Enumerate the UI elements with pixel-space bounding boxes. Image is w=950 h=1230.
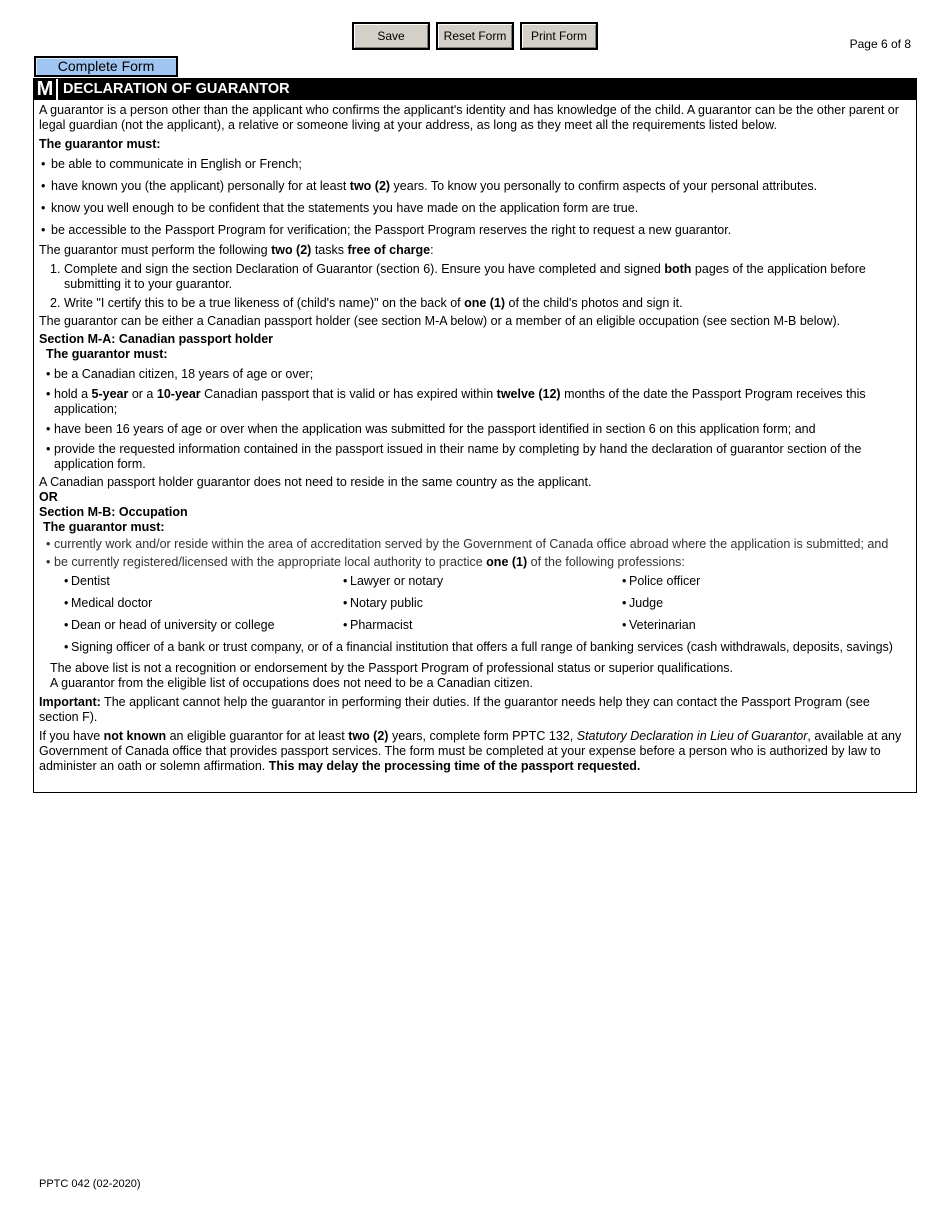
- section-ma-heading: Section M-A: Canadian passport holder: [39, 332, 274, 346]
- profession-item: • Notary public: [343, 596, 423, 610]
- profession-item: • Dean or head of university or college: [64, 618, 275, 632]
- tasks-paragraph: The guarantor must perform the following two (2) tasks free of charge:: [39, 243, 434, 257]
- reset-form-button[interactable]: Reset Form: [436, 22, 514, 50]
- profession-item: • Police officer: [622, 574, 701, 588]
- list-item: • currently work and/or reside within the area of accreditation served by the Government of Canada office abroad where the application is submitted; and: [46, 537, 889, 551]
- ma-note: A Canadian passport holder guarantor does not need to reside in the same country as the applicant.: [39, 475, 592, 489]
- ma-must-heading: The guarantor must:: [46, 347, 168, 361]
- complete-form-button[interactable]: Complete Form: [34, 56, 178, 77]
- profession-item: • Judge: [622, 596, 664, 610]
- list-item: • be accessible to the Passport Program for verification; the Passport Program reserves the right to request a new guarantor.: [41, 223, 732, 237]
- print-form-button[interactable]: Print Form: [520, 22, 598, 50]
- profession-item: • Lawyer or notary: [343, 574, 444, 588]
- form-toolbar: [352, 22, 598, 50]
- profession-item: • Signing officer of a bank or trust company, or of a financial institution that offers a full range of banking services (cash withdrawals, deposits, savings): [64, 640, 893, 654]
- section-letter: M: [34, 79, 58, 100]
- professions-list: [64, 574, 911, 633]
- page-number: Page 6 of 8: [849, 37, 911, 51]
- profession-item: • Veterinarian: [622, 618, 696, 632]
- important-paragraph: Important: The applicant cannot help the guarantor in performing their duties. If the guarantor needs help they can contact the Passport Program (see section F).: [39, 695, 870, 724]
- task-item: 2. Write "I certify this to be a true likeness of (child's name)" on the back of one (1) of the child's photos and sign it.: [50, 296, 683, 310]
- either-paragraph: The guarantor can be either a Canadian passport holder (see section M-A below) or a member of an eligible occupation (see section M-B below).: [39, 314, 841, 328]
- mb-note-2: A guarantor from the eligible list of occupations does not need to be a Canadian citizen.: [50, 676, 533, 690]
- form-code-footer: PPTC 042 (02-2020): [39, 1178, 141, 1190]
- mb-note-1: The above list is not a recognition or endorsement by the Passport Program of professional status or superior qualifications.: [50, 661, 733, 675]
- save-button[interactable]: Save: [352, 22, 430, 50]
- mb-must-heading: The guarantor must:: [43, 520, 165, 534]
- section-content: [34, 100, 916, 774]
- section-header: [34, 79, 916, 100]
- task-item: 1. Complete and sign the section Declaration of Guarantor (section 6). Ensure you have completed and signed both pages of the application before submitting it to your guarantor.: [50, 262, 866, 291]
- section-mb-heading: Section M-B: Occupation: [39, 505, 188, 519]
- list-item: • be able to communicate in English or French;: [41, 157, 302, 171]
- section-title: DECLARATION OF GUARANTOR: [63, 81, 290, 97]
- list-item: • hold a 5-year or a 10-year Canadian passport that is valid or has expired within twelve (12) months of the date the Passport Program receives this application;: [46, 387, 866, 416]
- list-item: • be a Canadian citizen, 18 years of age or over;: [46, 367, 314, 381]
- list-item: • be currently registered/licensed with the appropriate local authority to practice one (1) of the following professions:: [46, 555, 685, 569]
- list-item: • have known you (the applicant) personally for at least two (2) years. To know you personally to confirm aspects of your personal attributes.: [41, 179, 818, 193]
- not-known-paragraph: If you have not known an eligible guarantor for at least two (2) years, complete form PPTC 132, Statutory Declaration in Lieu of Guarantor, available at any Government of Canada office that provides passport services. The form must be completed at your expense before a person who is authorized by law to administer an oath or solemn affirmation. This may delay the processing time of the passport requested.: [39, 729, 902, 773]
- profession-item: • Dentist: [64, 574, 110, 588]
- or-label: OR: [39, 490, 58, 504]
- guarantor-must-heading: The guarantor must:: [39, 137, 161, 151]
- profession-item: • Medical doctor: [64, 596, 153, 610]
- profession-item: • Pharmacist: [343, 618, 413, 632]
- section-m: [33, 78, 917, 793]
- list-item: • provide the requested information contained in the passport issued in their name by completing by hand the declaration of guarantor section of the application form.: [46, 442, 862, 471]
- intro-paragraph: A guarantor is a person other than the applicant who confirms the applicant's identity and has knowledge of the child. A guarantor can be the other parent or legal guardian (not the applicant), a relative or someone living at your address, as long as they meet all the requirements listed below.: [39, 103, 899, 132]
- list-item: • have been 16 years of age or over when the application was submitted for the passport identified in section 6 on this application form; and: [46, 422, 816, 436]
- list-item: • know you well enough to be confident that the statements you have made on the application form are true.: [41, 201, 639, 215]
